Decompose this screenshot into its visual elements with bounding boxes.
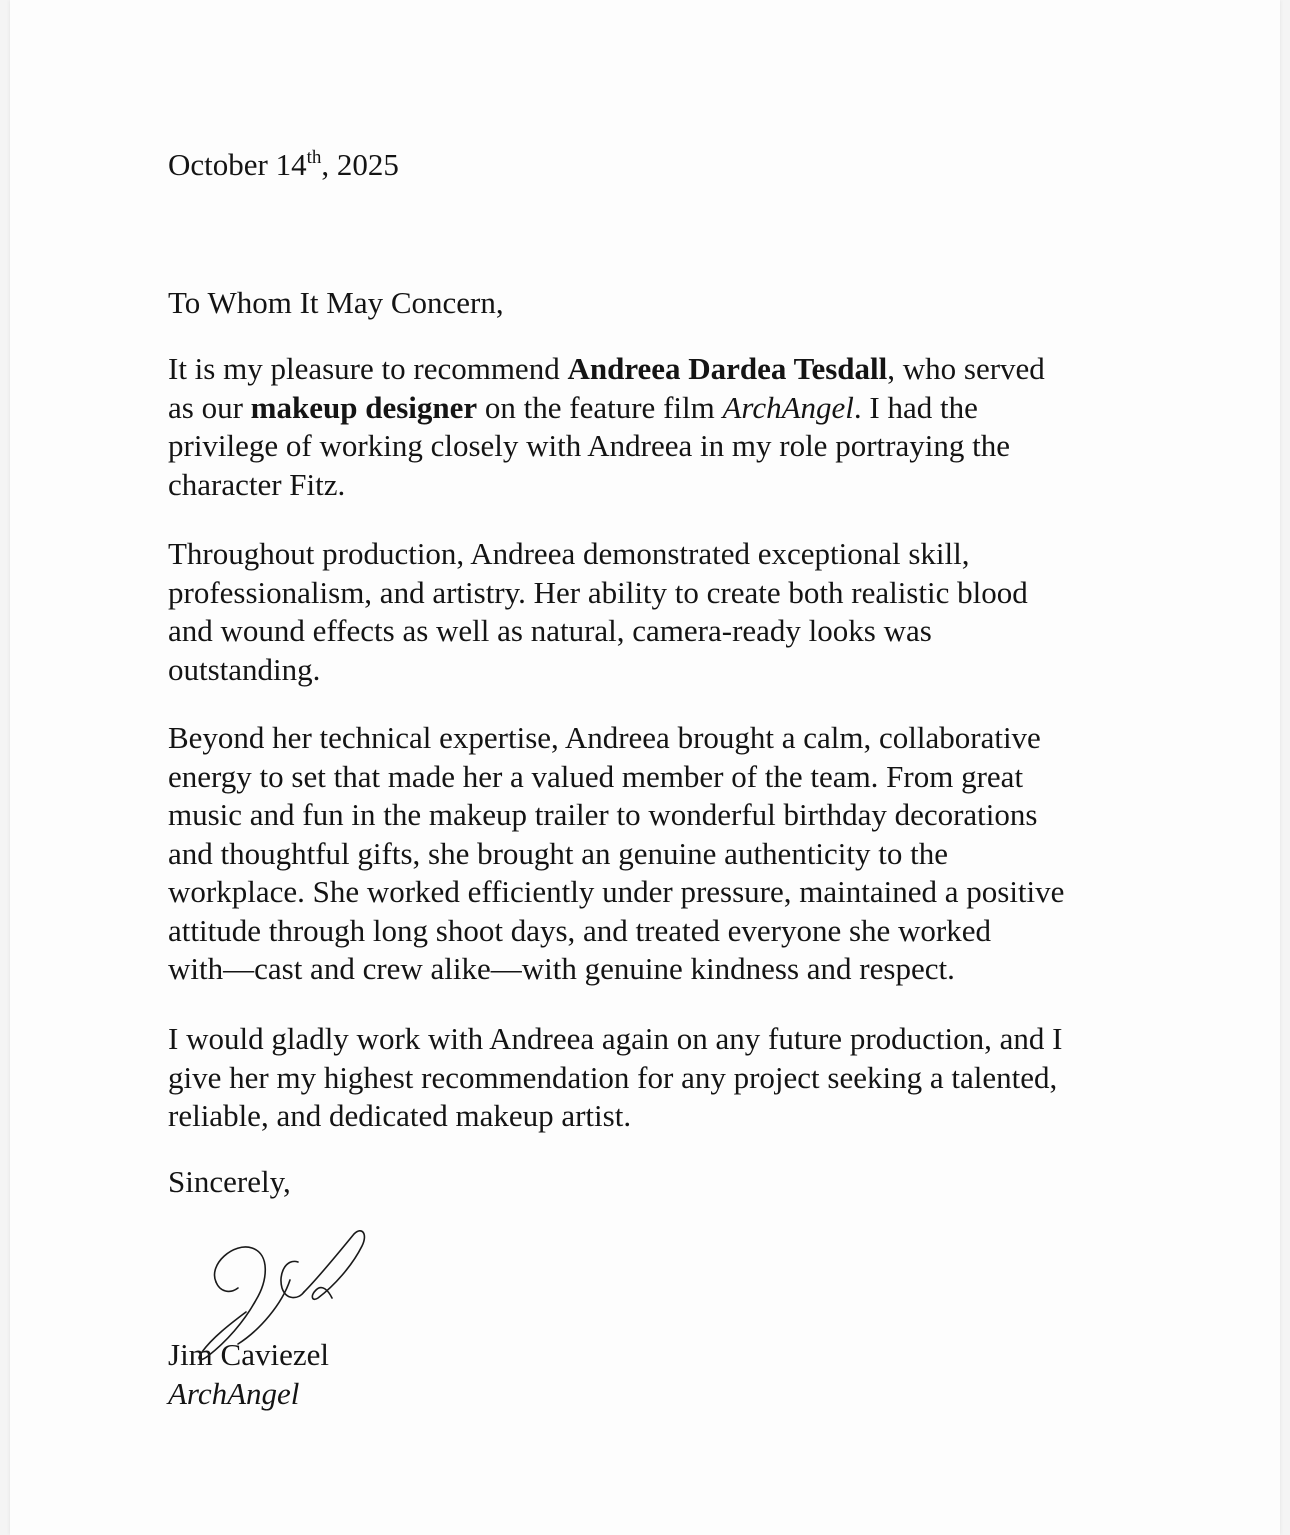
paragraph-line: Beyond her technical expertise, Andreea brought a calm, collaborative bbox=[168, 720, 1041, 755]
paragraph-line: I would gladly work with Andreea again on any future production, and I bbox=[168, 1021, 1063, 1056]
paragraph-line: professionalism, and artistry. Her ability to create both realistic blood bbox=[168, 574, 1028, 610]
film-title: ArchAngel bbox=[722, 389, 854, 425]
paragraph-line: give her my highest recommendation for any project seeking a talented, bbox=[168, 1059, 1058, 1095]
paragraph-line: and thoughtful gifts, she brought an genuine authenticity to the bbox=[168, 835, 949, 871]
paragraph-line: outstanding. bbox=[168, 651, 321, 687]
paragraph-line: energy to set that made her a valued member of the team. From great bbox=[168, 758, 1024, 794]
paragraph-line: attitude through long shoot days, and treated everyone she worked bbox=[168, 912, 991, 948]
paragraph-line: with—cast and crew alike—with genuine kindness and respect. bbox=[168, 951, 955, 986]
paragraph-recommendation bbox=[168, 1020, 1062, 1136]
signer-name: Jim Caviezel bbox=[168, 1337, 329, 1372]
paragraph-skills bbox=[168, 535, 1028, 689]
paragraph-line: as our makeup designer on the feature film ArchAngel. I had the bbox=[168, 389, 978, 425]
closing: Sincerely, bbox=[168, 1164, 291, 1199]
paragraph-line: workplace. She worked efficiently under pressure, maintained a positive bbox=[168, 874, 1065, 909]
paragraph-line: privilege of working closely with Andreea in my role portraying the bbox=[168, 428, 1010, 463]
letter-page bbox=[10, 0, 1280, 1535]
paragraph-line: music and fun in the makeup trailer to wonderful birthday decorations bbox=[168, 797, 1038, 832]
salutation: To Whom It May Concern, bbox=[168, 285, 504, 320]
paragraph-character bbox=[168, 719, 1064, 989]
paragraph-line: It is my pleasure to recommend Andreea Dardea Tesdall, who served bbox=[168, 351, 1045, 386]
paragraph-introduction bbox=[168, 350, 1045, 504]
paragraph-line: reliable, and dedicated makeup artist. bbox=[168, 1098, 632, 1133]
signer-title: ArchAngel bbox=[168, 1376, 300, 1411]
paragraph-line: and wound effects as well as natural, camera-ready looks was bbox=[168, 613, 932, 648]
handwritten-signature bbox=[186, 1220, 386, 1370]
role-title: makeup designer bbox=[250, 389, 478, 425]
candidate-name: Andreea Dardea Tesdall bbox=[567, 351, 888, 386]
letter-date: October 14th, 2025 bbox=[168, 147, 399, 182]
paragraph-line: Throughout production, Andreea demonstrated exceptional skill, bbox=[168, 536, 970, 571]
paragraph-line: character Fitz. bbox=[168, 466, 346, 502]
